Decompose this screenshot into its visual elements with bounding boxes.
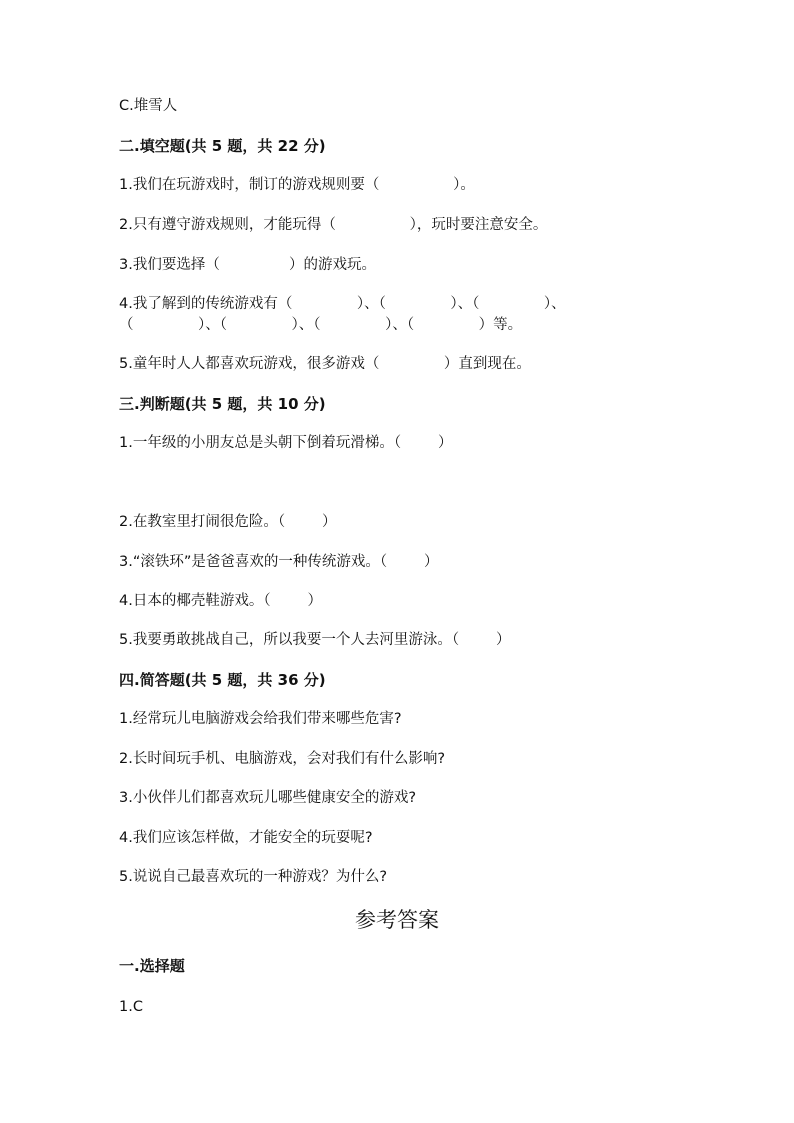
judge-question-1: 1.一年级的小朋友总是头朝下倒着玩滑梯。（ ） bbox=[119, 435, 453, 451]
section-judgement-heading: 三.判断题(共 5 题，共 10 分) bbox=[119, 395, 326, 413]
short-question-2: 2.长时间玩手机、电脑游戏，会对我们有什么影响? bbox=[119, 751, 446, 767]
fill-question-1: 1.我们在玩游戏时，制订的游戏规则要（ ）。 bbox=[119, 177, 475, 193]
fill-question-4-line-1: 4.我了解到的传统游戏有（ ）、（ ）、（ ）、 bbox=[119, 296, 566, 312]
section-fill-blank-heading: 二.填空题(共 5 题，共 22 分) bbox=[119, 137, 326, 155]
short-question-3: 3.小伙伴儿们都喜欢玩儿哪些健康安全的游戏? bbox=[119, 790, 417, 806]
option-c: C.堆雪人 bbox=[119, 98, 178, 114]
section-choice-answers-heading: 一.选择题 bbox=[119, 957, 185, 975]
short-question-4: 4.我们应该怎样做，才能安全的玩耍呢? bbox=[119, 830, 373, 846]
judge-question-4: 4.日本的椰壳鞋游戏。（ ） bbox=[119, 593, 322, 609]
fill-question-5: 5.童年时人人都喜欢玩游戏，很多游戏（ ）直到现在。 bbox=[119, 356, 531, 372]
fill-question-3: 3.我们要选择（ ）的游戏玩。 bbox=[119, 257, 376, 273]
judge-question-5: 5.我要勇敢挑战自己，所以我要一个人去河里游泳。（ ） bbox=[119, 632, 511, 648]
answer-1: 1.C bbox=[119, 999, 143, 1015]
short-question-5: 5.说说自己最喜欢玩的一种游戏？为什么? bbox=[119, 869, 388, 885]
judge-question-3: 3.“滚铁环”是爸爸喜欢的一种传统游戏。（ ） bbox=[119, 554, 439, 570]
short-question-1: 1.经常玩儿电脑游戏会给我们带来哪些危害? bbox=[119, 711, 402, 727]
answers-title: 参考答案 bbox=[355, 908, 439, 932]
judge-question-2: 2.在教室里打闹很危险。（ ） bbox=[119, 514, 337, 530]
section-short-answer-heading: 四.简答题(共 5 题，共 36 分) bbox=[119, 671, 326, 689]
fill-question-4-line-2: （ ）、（ ）、（ ）、（ ）等。 bbox=[119, 317, 523, 333]
fill-question-2: 2.只有遵守游戏规则，才能玩得（ ），玩时要注意安全。 bbox=[119, 217, 548, 233]
